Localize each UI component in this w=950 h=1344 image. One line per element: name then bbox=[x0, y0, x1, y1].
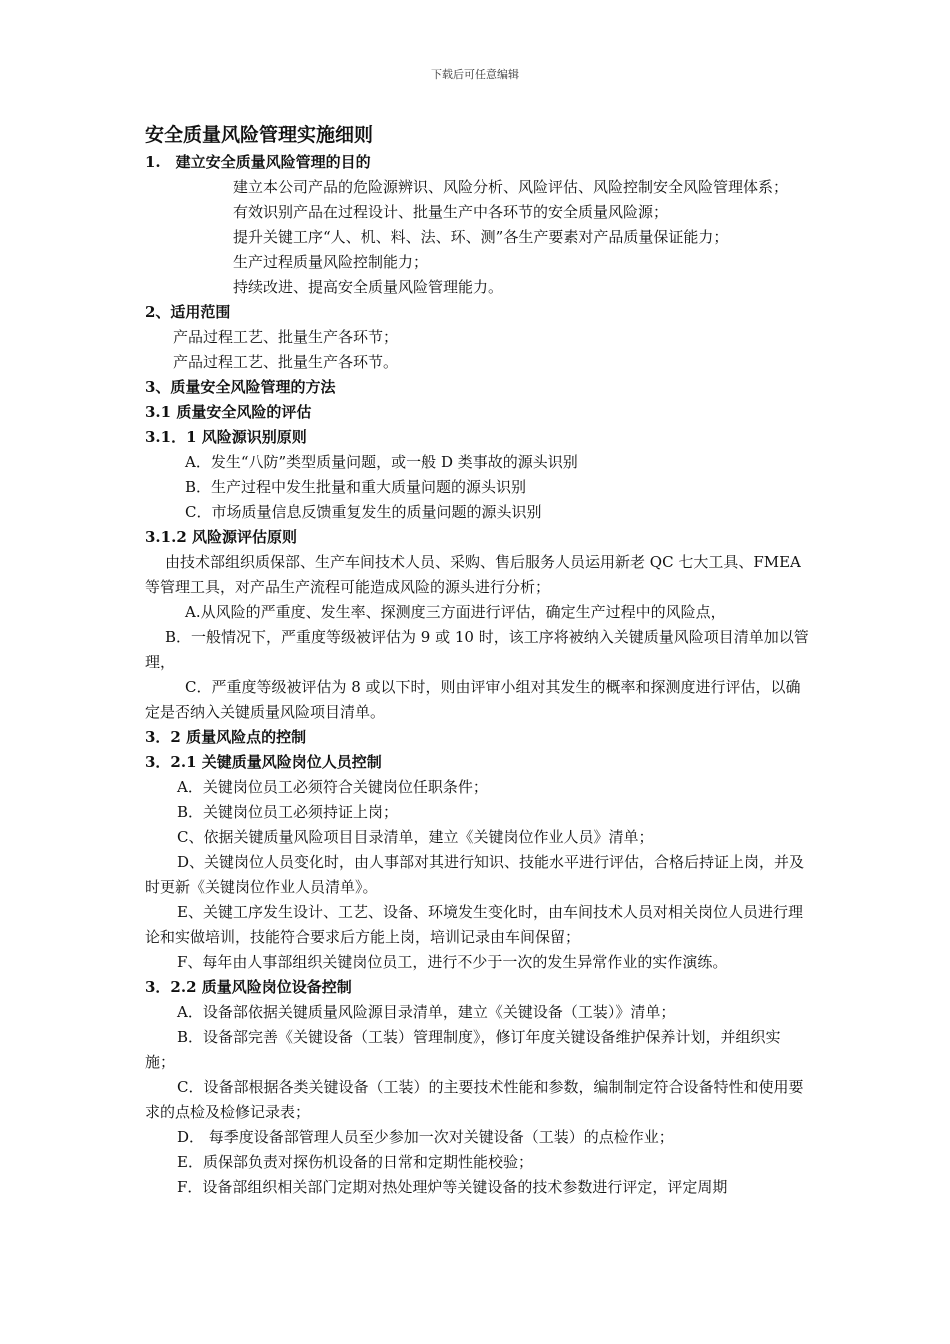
list-item: C．严重度等级被评估为 8 或以下时，则由评审小组对其发生的概率和探测度进行评估，以确定是否纳入关键质量风险项目清单。 bbox=[145, 678, 801, 721]
section-1-paragraph: 提升关键工序“人、机、料、法、环、测”各生产要素对产品质量保证能力； bbox=[233, 228, 729, 246]
list-item: D、关键岗位人员变化时，由人事部对其进行知识、技能水平进行评估，合格后持证上岗，并及时更新《关键岗位作业人员清单》。 bbox=[145, 853, 805, 896]
section-1-paragraph: 建立本公司产品的危险源辨识、风险分析、风险评估、风险控制安全风险管理体系； bbox=[233, 178, 789, 196]
section-1-paragraph: 持续改进、提高安全质量风险管理能力。 bbox=[233, 278, 504, 296]
section-1-heading: 1. 建立安全质量风险管理的目的 bbox=[145, 153, 371, 171]
section-3-heading: 3、质量安全风险管理的方法 bbox=[145, 378, 336, 396]
list-item: A．发生“八防”类型质量问题，或一般 D 类事故的源头识别 bbox=[185, 453, 578, 471]
list-item: F．设备部组织相关部门定期对热处理炉等关键设备的技术参数进行评定，评定周期 bbox=[177, 1178, 728, 1196]
list-item: F、每年由人事部组织关键岗位员工，进行不少于一次的发生异常作业的实作演练。 bbox=[177, 953, 728, 971]
list-item: E．质保部负责对探伤机设备的日常和定期性能校验； bbox=[177, 1153, 533, 1171]
section-3-2-1-heading: 3．2.1 关键质量风险岗位人员控制 bbox=[145, 753, 382, 771]
section-3-1-heading: 3.1 质量安全风险的评估 bbox=[145, 403, 312, 421]
document-body bbox=[145, 120, 810, 1200]
list-item: B．关键岗位员工必须持证上岗； bbox=[177, 803, 399, 821]
document-title: 安全质量风险管理实施细则 bbox=[145, 124, 374, 146]
list-item: A．设备部依据关键质量风险源目录清单，建立《关键设备（工装）》清单； bbox=[177, 1003, 676, 1021]
section-3-1-1-heading: 3.1．1 风险源识别原则 bbox=[145, 428, 307, 446]
section-2-heading: 2、适用范围 bbox=[145, 303, 231, 321]
list-item: B．一般情况下，严重度等级被评估为 9 或 10 时，该工序将被纳入关键质量风险项目清单加以管理， bbox=[145, 628, 809, 671]
section-3-1-2-heading: 3.1.2 风险源评估原则 bbox=[145, 528, 297, 546]
section-2-paragraph: 产品过程工艺、批量生产各环节。 bbox=[173, 353, 399, 371]
section-2-paragraph: 产品过程工艺、批量生产各环节； bbox=[173, 328, 399, 346]
section-1-paragraph: 生产过程质量风险控制能力； bbox=[233, 253, 429, 271]
list-item: C．设备部根据各类关键设备（工装）的主要技术性能和参数，编制制定符合设备特性和使用要求的点检及检修记录表； bbox=[145, 1078, 804, 1121]
paragraph: 由技术部组织质保部、生产车间技术人员、采购、售后服务人员运用新老 QC 七大工具、FMEA 等管理工具，对产品生产流程可能造成风险的源头进行分析； bbox=[145, 553, 801, 596]
list-item: E、关键工序发生设计、工艺、设备、环境发生变化时，由车间技术人员对相关岗位人员进行理论和实做培训，技能符合要求后方能上岗，培训记录由车间保留； bbox=[145, 903, 803, 946]
page-header-note: 下载后可任意编辑 bbox=[431, 68, 519, 81]
list-item: A.从风险的严重度、发生率、探测度三方面进行评估，确定生产过程中的风险点， bbox=[185, 603, 726, 621]
list-item: A．关键岗位员工必须符合关键岗位任职条件； bbox=[177, 778, 488, 796]
list-item: D． 每季度设备部管理人员至少参加一次对关键设备（工装）的点检作业； bbox=[177, 1128, 674, 1146]
section-1-paragraph: 有效识别产品在过程设计、批量生产中各环节的安全质量风险源； bbox=[233, 203, 669, 221]
list-item: B．设备部完善《关键设备（工装）管理制度》，修订年度关键设备维护保养计划，并组织实施； bbox=[145, 1028, 781, 1071]
list-item: B．生产过程中发生批量和重大质量问题的源头识别 bbox=[185, 478, 527, 496]
section-3-2-heading: 3．2 质量风险点的控制 bbox=[145, 728, 307, 746]
list-item: C．市场质量信息反馈重复发生的质量问题的源头识别 bbox=[185, 503, 542, 521]
section-3-2-2-heading: 3．2.2 质量风险岗位设备控制 bbox=[145, 978, 352, 996]
list-item: C、依据关键质量风险项目目录清单，建立《关键岗位作业人员》清单； bbox=[177, 828, 654, 846]
